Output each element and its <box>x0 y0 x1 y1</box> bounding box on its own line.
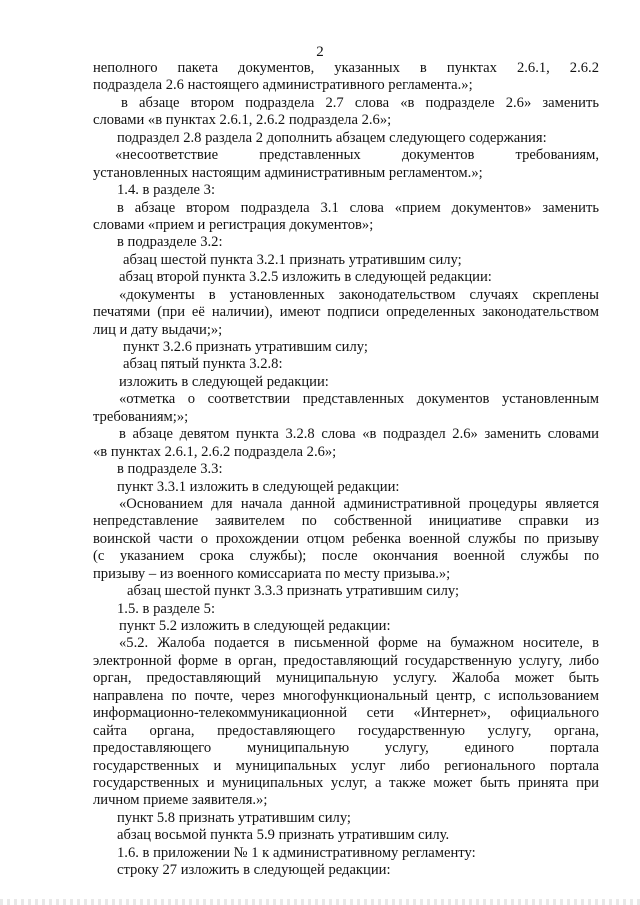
text-line: личном приеме заявителя.»; <box>93 792 268 809</box>
text-line: «отметка о соответствии представленных документов установленным <box>119 391 599 408</box>
text-line: государственных и муниципальных услуг, а также может быть принята при <box>93 774 599 791</box>
text-line: неполного пакета документов, указанных в пунктах 2.6.1, 2.6.2 <box>93 60 599 76</box>
text-line: орган, предоставляющий муниципальную услугу. Жалоба может быть <box>93 670 599 687</box>
text-line: непредставление заявителем по собственной инициативе справки из <box>93 513 599 530</box>
text-line: пункт 5.8 признать утратившим силу; <box>117 809 351 826</box>
document-body <box>93 60 599 880</box>
text-line: абзац шестой пункта 3.2.1 признать утратившим силу; <box>123 251 462 268</box>
text-line: электронной форме в орган, предоставляющий государственную услугу, либо <box>93 652 599 669</box>
text-line: в подразделе 3.3: <box>117 461 223 478</box>
text-line: призыву – из военного комиссариата по месту призыва.»; <box>93 565 451 582</box>
text-line: пункт 3.3.1 изложить в следующей редакции: <box>117 478 400 495</box>
text-line: в абзаце втором подраздела 2.7 слова «в подразделе 2.6» заменить <box>121 94 599 111</box>
text-line: в подразделе 3.2: <box>117 234 223 251</box>
text-line: «документы в установленных законодательством случаях скреплены <box>119 286 599 303</box>
text-line: «5.2. Жалоба подается в письменной форме на бумажном носителе, в <box>119 635 599 652</box>
text-line: абзац второй пункта 3.2.5 изложить в следующей редакции: <box>119 269 492 286</box>
text-line: 1.4. в разделе 3: <box>117 182 216 199</box>
text-line: «несоответствие представленных документов требованиям, <box>115 147 599 164</box>
text-line: 1.5. в разделе 5: <box>117 600 216 617</box>
text-line: абзац восьмой пункта 5.9 признать утратившим силу. <box>117 827 450 844</box>
text-line: воинской части о прохождении отцом ребенка военной службы по призыву <box>93 530 599 547</box>
text-line: изложить в следующей редакции: <box>119 373 329 390</box>
text-line: абзац пятый пункта 3.2.8: <box>123 356 283 373</box>
text-line: информационно-телекоммуникационной сети «Интернет», официального <box>93 705 599 722</box>
text-line: подраздел 2.8 раздела 2 дополнить абзацем следующего содержания: <box>117 129 547 146</box>
text-line: словами «прием и регистрация документов»; <box>93 216 374 233</box>
text-line: пункт 3.2.6 признать утратившим силу; <box>123 339 368 355</box>
text-line: 1.6. в приложении № 1 к административному регламенту: <box>117 844 476 861</box>
text-line: подраздела 2.6 настоящего административного регламента.»; <box>93 77 473 94</box>
text-line: предоставляющего муниципальную услугу, единого портала <box>93 740 599 757</box>
text-line: «Основанием для начала данной административной процедуры является <box>119 495 599 512</box>
text-line: абзац шестой пункт 3.3.3 признать утратившим силу; <box>127 583 460 600</box>
text-line: «в пунктах 2.6.1, 2.6.2 подраздела 2.6»; <box>93 443 337 460</box>
text-line: требованиям;»; <box>93 408 189 425</box>
text-line: лиц и дату выдачи;»; <box>93 321 223 338</box>
text-line: (с указанием срока службы); после окончания военной службы по <box>93 548 599 565</box>
scan-bottom-edge <box>0 899 640 905</box>
text-line: в абзаце девятом пункта 3.2.8 слова «в подраздел 2.6» заменить словами <box>119 426 599 443</box>
text-line: направлена по почте, через многофункциональный центр, с использованием <box>93 687 599 704</box>
page-number: 2 <box>316 44 324 60</box>
text-line: государственных и муниципальных услуг либо регионального портала <box>93 757 599 774</box>
text-line: словами «в пунктах 2.6.1, 2.6.2 подраздела 2.6»; <box>93 112 392 129</box>
text-line: пункт 5.2 изложить в следующей редакции: <box>119 618 391 634</box>
text-line: печатями (при её наличии), имеют подписи определенных законодательством <box>93 304 599 321</box>
text-line: строку 27 изложить в следующей редакции: <box>117 862 391 879</box>
text-line: сайта органа, предоставляющего государственную услугу, органа, <box>93 722 599 739</box>
text-line: в абзаце втором подраздела 3.1 слова «прием документов» заменить <box>117 199 599 216</box>
text-line: установленных настоящим административным регламентом.»; <box>93 164 483 181</box>
